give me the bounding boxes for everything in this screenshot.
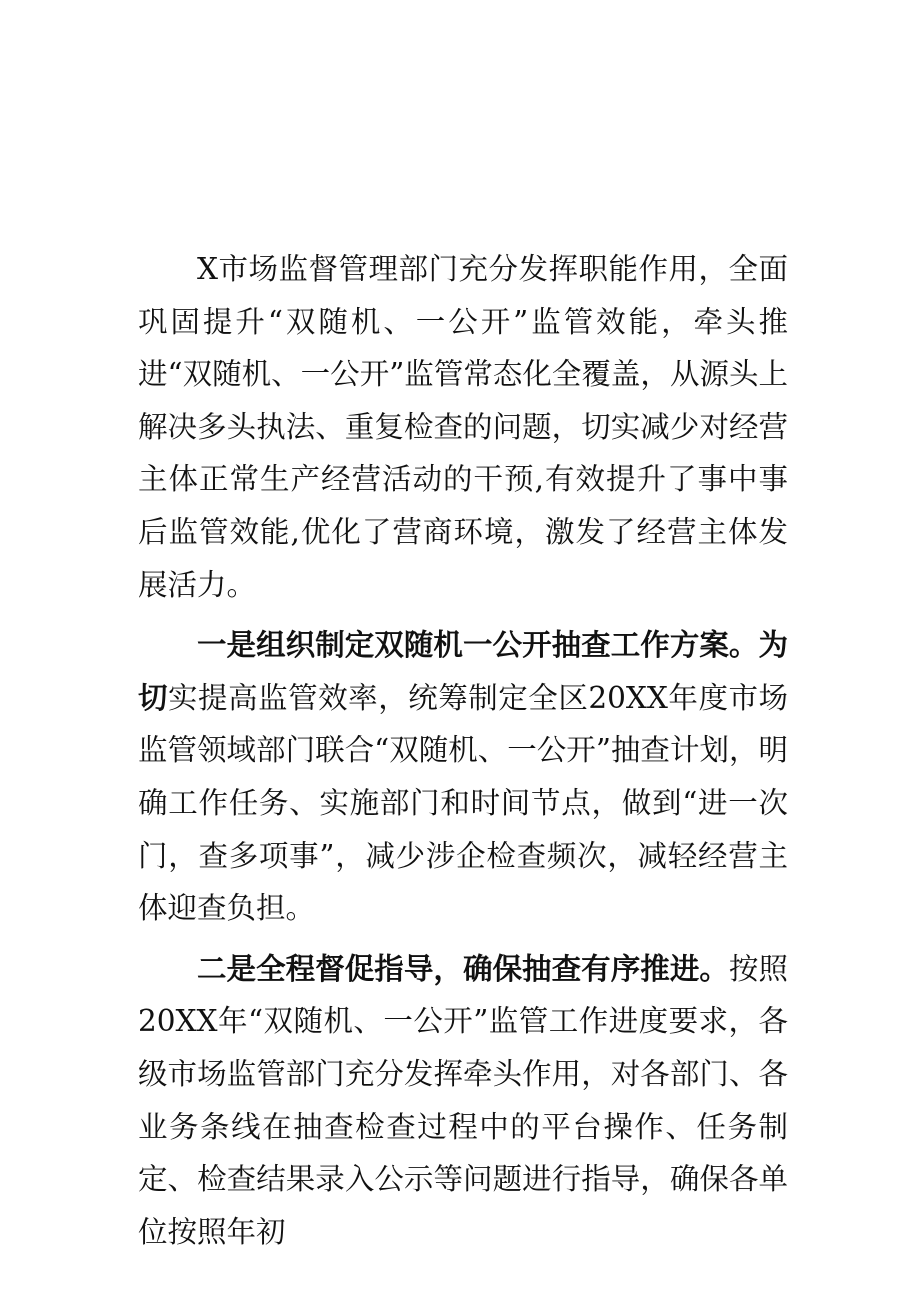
paragraph-point-two-text: 按照20XX年“双随机、一公开”监管工作进度要求，各级市场监管部门充分发挥牵头作用，对各部门、各业务条线在抽查检查过程中的平台操作、任务制定、检查结果录入公示等问题进行指导，确保各单位按照年初 [138,951,788,1249]
paragraph-point-one-lead: 一是组织制定双随机一公开抽查工作方案。为切 [138,627,788,715]
paragraph-point-one [138,619,788,935]
document-body [138,243,788,1266]
paragraph-point-one-text: 实提高监管效率，统筹制定全区20XX年度市场监管领域部门联合“双随机、一公开”抽查计划，明确工作任务、实施部门和时间节点，做到“进一次门，查多项事”，减少涉企检查频次，减轻经营主体迎查负担。 [138,680,788,926]
paragraph-intro-text: X市场监督管理部门充分发挥职能作用，全面巩固提升“双随机、一公开”监管效能，牵头推进“双随机、一公开”监管常态化全覆盖，从源头上解决多头执法、重复检查的问题，切实减少对经营主体正常生产经营活动的干预,有效提升了事中事后监管效能,优化了营商环境，激发了经营主体发展活力。 [138,252,788,602]
paragraph-point-two [138,943,788,1259]
paragraph-intro [138,243,788,611]
paragraph-point-two-lead: 二是全程督促指导，确保抽查有序推进。 [197,950,729,986]
